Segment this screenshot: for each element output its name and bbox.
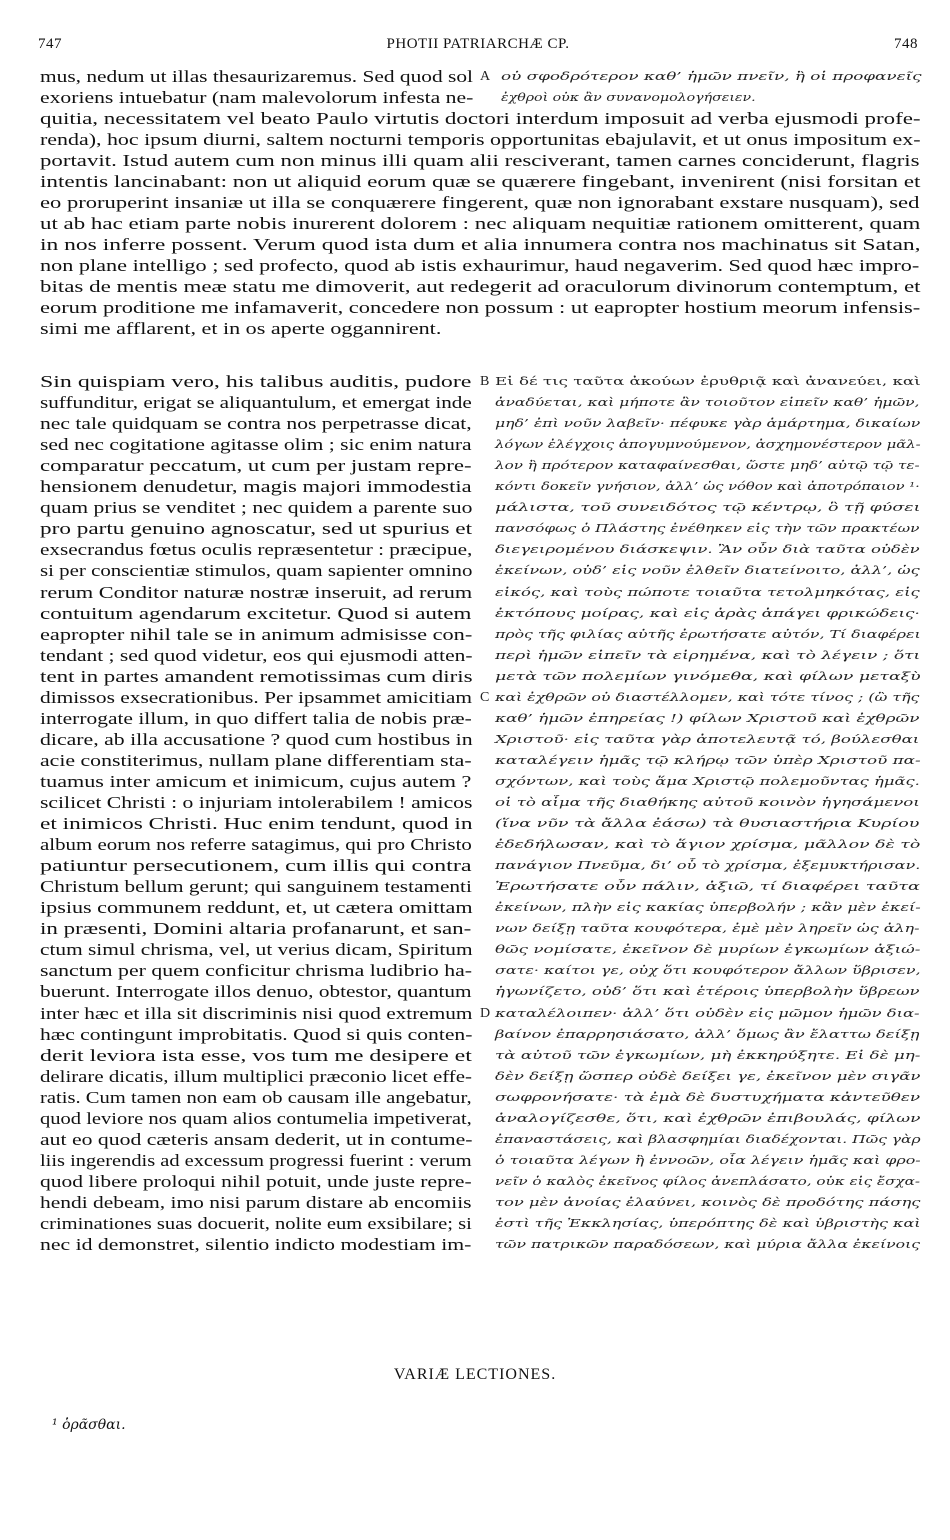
greek-line: λόγων ἐλέγχοις ἀπογυμνούμενον, ἀσχημονέστερον μᾶλ- — [495, 437, 921, 451]
latin-line: contuitum agendarum excitetur. Quod si autem — [40, 604, 472, 623]
greek-line: Ἐρωτήσατε οὖν πάλιν, ἀξιῶ, τί διαφέρει ταῦτα — [495, 879, 920, 893]
greek-line: καὶ ἐχθρῶν οὐ διαστέλλομεν, καὶ τότε τίνος ; (ὢ τῆς — [495, 690, 920, 704]
greek-line: διεγειρομένου διάσκεψιν. Ἂν οὖν διὰ ταῦτα οὐδὲν — [495, 542, 920, 556]
latin-line: mus, nedum ut illas thesaurizaremus. Sed quod sol — [40, 67, 473, 86]
footnote: ¹ ὁρᾶσθαι. — [52, 1417, 126, 1433]
latin-line: simi me afflarent, et in os aperte oggannirent. — [40, 319, 442, 338]
latin-line: quod leviore nos quam alios contumelia impetiverat, — [40, 1109, 472, 1128]
greek-line: νεῖν ὁ καλὸς ἐκεῖνος φίλος ἀνεπλάσατο, οὐκ εἰς ἔσχα- — [495, 1174, 921, 1188]
latin-line: scilicet Christi : o injuriam intolerabilem ! amicos — [40, 793, 473, 812]
greek-line: μετὰ τῶν πολεμίων γινόμεθα, καὶ φίλων μεταξὺ — [495, 669, 921, 683]
greek-line: τὰ αὐτοῦ τῶν ἐγκωμίων, μὴ ἐκκηρύξητε. Εἰ δὲ μη- — [495, 1048, 921, 1062]
greek-line: ἠγωνίζετο, οὐδ’ ὅτι καὶ ἑτέροις ὑπερβολὴν ὕβρεων — [495, 984, 920, 998]
greek-line: ἀναδύεται, καὶ μήποτε ἂν τοιοῦτον εἰπεῖν καθ’ ἡμῶν, — [495, 395, 920, 409]
latin-line: tendant ; sed quod videtur, eos qui ejusmodi atten- — [40, 646, 473, 665]
latin-line: tent in partes amandent remotissimas cum diris — [40, 667, 473, 686]
greek-line: θῶς νομίσατε, ἐκεῖνον δὲ μυρίων ἐγκωμίων ἀξιώ- — [495, 942, 921, 956]
latin-line: acie constiterimus, nullam plane differentiam sta- — [40, 751, 472, 770]
latin-line: intentis lancinabant: non ut aliquid eorum quæ se quærere fingebant, invenirent (nisi forsitan et — [40, 172, 921, 191]
latin-line: patiuntur persecutionem, cum illis qui contra — [40, 856, 472, 875]
greek-line: ἐκείνων, πλὴν εἰς κακίας ὑπερβολήν ; κἂν μὲν ἐκεί- — [495, 900, 921, 914]
latin-line: buerunt. Interrogate illos denuo, obtestor, quantum — [40, 982, 472, 1001]
latin-line: in nos inferre possent. Verum quod ista dum et alia innumera contra nos machinatus sit Satan, — [40, 235, 921, 254]
latin-line: ratis. Cum tamen non eam ob causam ille angebatur, — [40, 1088, 472, 1107]
latin-line: inter hæc et illa sit discriminis nisi quod extremum — [40, 1004, 473, 1023]
latin-line: interrogate illum, in quo differt talia de nobis præ- — [40, 709, 472, 728]
greek-line: μηδ’ ἐπὶ νοῦν λαβεῖν· πέφυκε γὰρ ἁμάρτημα, δικαίων — [495, 416, 921, 430]
greek-line: οἱ τὸ αἷμα τῆς διαθήκης αὐτοῦ κοινὸν ἡγησάμενοι — [495, 795, 920, 809]
latin-line: quitia, necessitatem vel beato Paulo virtutis doctori interdum imposuit ad verba ejusmodi profe- — [40, 109, 921, 128]
greek-line: νων δείξῃ ταῦτα κουφότερα, ἐμὲ μὲν ληρεῖν ὡς ἀλη- — [495, 921, 920, 935]
latin-line: derit leviora ista esse, vos tum me desipere et — [40, 1046, 472, 1065]
greek-line: καταλέγειν ἡμᾶς τῷ κλήρῳ τῶν ὑπὲρ Χριστοῦ πα- — [495, 753, 921, 767]
latin-line: delirare dicatis, illum multiplici præconio licet effe- — [40, 1067, 472, 1086]
latin-line: eo proruperint insaniæ ut illa se conquærere fingerent, quæ non ignorabant exstare nusquam), sed — [40, 193, 920, 212]
greek-line: ἐκτόπους μοίρας, καὶ εἰς ἀρὰς ἀπάγει φρικώδεις· — [495, 606, 920, 620]
greek-line: ἐκείνων, οὐδ’ εἰς νοῦν ἐλθεῖν διατείνοιτο, ἀλλ’, ὡς — [495, 563, 920, 577]
latin-line: Christum bellum gerunt; qui sanguinem testamenti — [40, 877, 472, 896]
greek-line: καταλέλοιπεν· ἀλλ’ ὅτι οὐδὲν εἰς μῶμον ἡμῶν δια- — [495, 1006, 920, 1020]
latin-line: comparatur peccatum, ut cum per justam repre- — [40, 456, 472, 475]
greek-line: πανσόφως ὁ Πλάστης ἐνέθηκεν εἰς τὴν τῶν πρακτέων — [495, 521, 920, 535]
column-marker: A — [480, 69, 491, 84]
page-number-left: 747 — [38, 36, 62, 52]
greek-line: μάλιστα, τοῦ συνειδότος τῷ κέντρῳ, ὃ τῇ φύσει — [495, 500, 921, 514]
greek-line: σωφρονήσατε· τὰ ἐμὰ δὲ δυστυχήματα κἀντεῦθεν — [495, 1090, 921, 1104]
latin-line: renda), hoc ipsum diurni, saltem nocturni temporis opportunitas ebajulavit, et ut onus impositum ex- — [40, 130, 921, 149]
latin-line: criminationes suas docuerit, nolite eum exsibilare; si — [40, 1214, 472, 1233]
latin-line: tuamus inter amicum et inimicum, cujus autem ? — [40, 772, 472, 791]
greek-line: περὶ ἡμῶν εἰπεῖν τὰ εἰρημένα, καὶ τὸ λέγειν ; ὅτι — [495, 648, 921, 662]
greek-line: ὁ τοιαῦτα λέγων ἢ ἐννοῶν, οἷα λέγειν ἡμᾶς καὶ φρο- — [495, 1153, 921, 1167]
latin-line: portavit. Istud autem cum non minus illi quam alii resciverant, tamen carnes conciderunt, flagris — [40, 151, 920, 170]
greek-line: ἐδεδήλωσαν, καὶ τὸ ἅγιον χρίσμα, μᾶλλον δὲ τὸ — [495, 837, 921, 851]
latin-line: rerum Conditor naturæ nostræ inseruit, ad rerum — [40, 583, 473, 602]
greek-line: οὐ σφοδρότερον καθ’ ἡμῶν πνεῖν, ἢ οἱ προφανεῖς — [501, 69, 922, 83]
latin-line: hensionem denudetur, magis majori immodestia — [40, 477, 472, 496]
greek-line: δὲν δείξῃ ὥσπερ οὐδὲ δείξει γε, ἐκεῖνον μὲν σιγᾶν — [495, 1069, 921, 1083]
latin-line: bitas de mentis meæ statu me dimoverit, aut redegerit ad oraculorum divinorum contemptum, et — [40, 277, 921, 296]
greek-line: εἰκός, καὶ τοὺς πώποτε τοιαῦτα τετολμηκότας, εἰς — [495, 585, 920, 599]
latin-line: ut ab hac etiam parte nobis inurerent dolorem : nec aliquam nequitiæ rationem omitterent, quam — [40, 214, 921, 233]
latin-line: si per conscientiæ stimulos, quam sapienter omnino — [40, 561, 473, 580]
latin-line: quod libere proloqui nihil potuit, unde juste repre- — [40, 1172, 472, 1191]
greek-line: πρὸς τῆς φιλίας αὐτῆς ἐρωτήσατε αὐτόν, Τί διαφέρει — [495, 627, 921, 641]
latin-line: nec tale quidquam se contra nos perpetrasse dicat, — [40, 414, 472, 433]
greek-line: ἀναλογίζεσθε, ὅτι, καὶ ἐχθρῶν ἐπιβουλάς, φίλων — [495, 1111, 921, 1125]
latin-line: Sin quispiam vero, his talibus auditis, pudore — [40, 372, 472, 391]
greek-line: ἐπαναστάσεις, καὶ βλασφημίαι διαδέχονται. Πῶς γὰρ — [495, 1132, 921, 1146]
latin-line: eorum proditione me infamaverit, concedere non possum : ut eapropter hostium meorum infensis- — [40, 298, 921, 317]
page-header — [38, 36, 918, 58]
section-title: VARIÆ LECTIONES. — [393, 1366, 557, 1383]
greek-line: τον μὲν ἀνοίας ἐλαύνει, κοινὸς δὲ προδότης πάσης — [495, 1195, 921, 1209]
greek-line: σχόντων, καὶ τοὺς ἅμα Χριστῷ πολεμοῦντας ἡμᾶς. — [495, 774, 920, 788]
latin-line: ipsius communem reddunt, et, ut cætera omittam — [40, 898, 473, 917]
latin-line: eapropter nihil tale se in animum admisisse con- — [40, 625, 473, 644]
latin-line: non plane intelligo ; sed profecto, quod ab istis exhaurimur, haud negaverim. Sed quod hæc impro- — [40, 256, 920, 275]
running-title: PHOTII PATRIARCHÆ CP. — [386, 36, 570, 52]
latin-line: suffunditur, erigat se aliquantulum, et emergat inde — [40, 393, 472, 412]
greek-line: τῶν πατρικῶν παραδόσεων, καὶ μύρια ἄλλα ἐκείνοις — [495, 1237, 920, 1251]
latin-line: in præsenti, Domini altaria profanarunt, et san- — [40, 919, 472, 938]
column-marker: B — [480, 374, 490, 389]
latin-line: dimissos exsecrationibus. Per ipsammet amicitiam — [40, 688, 473, 707]
latin-line: album eorum nos referre satagimus, qui pro Christo — [40, 835, 472, 854]
greek-line: σατε· καίτοι γε, οὐχ ὅτι κουφότερον ἄλλων ὕβρισεν, — [495, 963, 921, 977]
column-marker: C — [480, 690, 490, 705]
latin-line: sed nec cogitatione agitasse olim ; sic enim natura — [40, 435, 472, 454]
greek-line: ἐστὶ τῆς Ἐκκλησίας, ὑπερόπτης δὲ καὶ ὑβριστὴς καὶ — [495, 1216, 921, 1230]
greek-line: κόντι δοκεῖν γνήσιον, ἀλλ’ ὡς νόθον καὶ ἀποτρόπαιον ¹· — [495, 479, 920, 493]
latin-line: dicare, ab illa accusatione ? quod cum hostibus in — [40, 730, 473, 749]
greek-line: Εἰ δέ τις ταῦτα ἀκούων ἐρυθριᾷ καὶ ἀνανεύει, καὶ — [495, 374, 921, 388]
greek-line: (ἵνα νῦν τὰ ἄλλα ἐάσω) τὰ θυσιαστήρια Κυρίου — [495, 816, 920, 830]
greek-line: ἐχθροὶ οὐκ ἂν συνανομολογήσειεν. — [501, 90, 756, 104]
latin-line: quam prius se venditet ; nec quidem a parente suo — [40, 498, 473, 517]
greek-line: καθ’ ἡμῶν ἐπηρείας !) φίλων Χριστοῦ καὶ ἐχθρῶν — [495, 711, 920, 725]
latin-line: nec id demonstret, silentio indicto modestiam im- — [40, 1235, 472, 1254]
greek-line: Χριστοῦ· εἰς ταῦτα γὰρ ἀποτελευτᾷ τό, βούλεσθαι — [495, 732, 920, 746]
latin-line: et inimicos Christi. Huc enim tendunt, quod in — [40, 814, 473, 833]
greek-line: λον ἢ πρότερον καταφαίνεσθαι, ὥστε μηδ’ αὐτῷ τῷ τε- — [495, 458, 920, 472]
latin-line: aut eo quod cæteris ansam dederit, ut in contume- — [40, 1130, 473, 1149]
latin-line: hæc contingunt improbitatis. Quod si quis conten- — [40, 1025, 473, 1044]
latin-line: ctum simul chrisma, vel, ut verius dicam, Spiritum — [40, 940, 473, 959]
latin-line: exsecrandus fœtus oculis repræsentetur : præcipue, — [40, 540, 473, 559]
page-number-right: 748 — [894, 36, 918, 52]
greek-line: βαίνον ἐπαρρησιάσατο, ἀλλ’ ὅμως ἂν ἔλαττω δείξῃ — [495, 1027, 920, 1041]
latin-line: sanctum per quem conficitur chrisma ludibrio ha- — [40, 961, 473, 980]
latin-line: exoriens intuebatur (nam malevolorum infesta ne- — [40, 88, 474, 107]
latin-line: liis ingerendis ad excessum progressi fuerint : verum — [40, 1151, 472, 1170]
latin-line: pro partu genuino agnoscatur, sed ut spurius et — [40, 519, 473, 538]
greek-line: πανάγιον Πνεῦμα, δι’ οὗ τὸ χρίσμα, ἐξεμυκτήρισαν. — [495, 858, 921, 872]
latin-line: hendi debeam, imo nisi parum distare ab encomiis — [40, 1193, 472, 1212]
column-marker: D — [480, 1006, 491, 1021]
